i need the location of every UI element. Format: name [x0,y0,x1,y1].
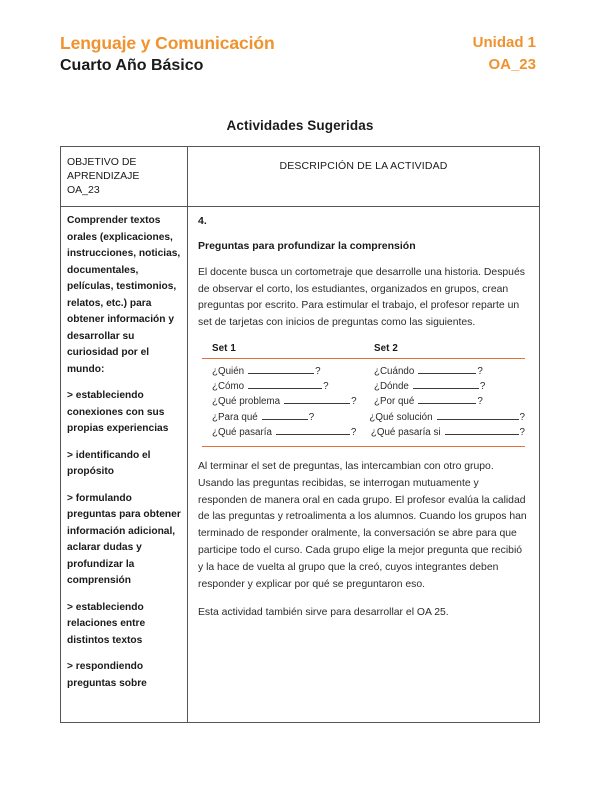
objective-header-line-3: OA_23 [67,184,100,197]
subject-title: Lenguaje y Comunicación [60,33,275,53]
question-mark: ? [477,366,483,378]
set-1-blank-3 [262,410,308,420]
objective-bullet-1: > identificando el propósito [67,449,151,478]
question-sets-bottom-rule [202,446,525,447]
question-starter-row [212,425,525,440]
question-starter-cell [369,410,525,425]
set-1-question-text-1: ¿Cómo [212,381,245,393]
set-2-question-text-3: ¿Qué solución [369,411,433,423]
question-starter-row [212,410,525,425]
set-1-blank-0 [248,364,314,374]
objective-bullet-0: > estableciendo conexiones con sus propias experiencias [67,390,169,435]
set-2-blank-3 [437,410,519,420]
question-starter-cell [374,379,485,394]
table-header-row [61,147,539,207]
objective-bullet-2: > formulando preguntas para obtener información adicional, aclarar dudas y profundizar la comprensión [67,492,181,587]
question-sets-top-rule [202,358,525,359]
set-1-blank-1 [248,379,322,389]
table-header-cell-description [188,147,539,206]
question-mark: ? [519,411,525,423]
question-starter-cell [212,394,374,409]
question-starter-row [212,379,525,394]
question-sets-rows [202,364,525,440]
question-mark: ? [350,426,357,438]
activity-number: 4. [198,215,207,227]
question-sets-headers [202,343,525,358]
question-starter-cell [212,364,374,379]
set-2-question-text-4: ¿Qué pasaría si [370,426,441,438]
oa-code-label: OA_23 [488,55,536,73]
question-starter-cell [374,394,483,409]
question-mark: ? [351,396,357,408]
set-1-question-text-3: ¿Para qué [212,411,258,423]
document-header [60,33,536,76]
page-title: Actividades Sugeridas [226,118,374,133]
activity-paragraph-3: Esta actividad también sirve para desarrollar el OA 25. [198,606,449,618]
set-1-blank-4 [276,425,350,435]
objective-text-block [67,213,181,692]
set-2-question-text-0: ¿Cuándo [374,366,415,378]
description-cell [188,207,539,722]
objective-bullet-3: > estableciendo relaciones entre distintos textos [67,601,146,646]
set-1-question-text-2: ¿Qué problema [212,396,281,408]
question-mark: ? [323,381,329,393]
set-2-blank-2 [418,394,476,404]
set-2-blank-0 [418,364,476,374]
activity-paragraph-2: Al terminar el set de preguntas, las intercambian con otro grupo. Usando las preguntas recibidas, se interrogan mutuamente y responden de manera oral en cada grupo. El profesor evalúa la calidad de las preguntas y retroalimenta a los alumnos. Cuando los grupos han terminado de responder oralmente, la conversación se abre para que participe todo el curso. Cada grupo elige la mejor pregunta que recibió y la hace de vuelta al grupo que la creó, cuyos integrantes deben responder y explicar por qué se preguntaron eso. [198,460,527,590]
set-2-blank-1 [413,379,479,389]
objective-bullet-4: > respondiendo preguntas sobre [67,661,147,689]
question-starter-cell [374,364,483,379]
set-2-question-text-2: ¿Por qué [374,396,415,408]
set-1-label: Set 1 [212,343,236,355]
table-header-cell-objective [61,147,188,206]
description-column-header: DESCRIPCIÓN DE LA ACTIVIDAD [279,160,448,172]
objective-cell [61,207,188,722]
objective-intro: Comprender textos orales (explicaciones, instrucciones, noticias, documentales, películas, testimonios, relatos, etc.) para obtener información y desarrollar su curiosidad por el mundo: [67,215,181,375]
question-starter-row [212,394,525,409]
set-2-blank-4 [445,425,519,435]
objective-header-line-1: OBJETIVO DE [67,156,137,168]
set-2-label: Set 2 [374,343,398,355]
question-starter-cell [212,425,371,440]
question-starter-cell [212,379,374,394]
objective-column-header [67,153,181,198]
question-starter-row [212,364,525,379]
activity-paragraph-1: El docente busca un cortometraje que desarrolle una historia. Después de observar el corto, los estudiantes, organizados en grupos, crean preguntas por escrito. Para estimular el trabajo, el profesor reparte un set de tarjetas con inicios de preguntas como las siguientes. [198,266,525,329]
activity-subtitle: Preguntas para profundizar la comprensión [198,240,416,252]
set-2-question-text-1: ¿Dónde [374,381,409,393]
objective-header-line-2: APRENDIZAJE [67,170,140,183]
question-mark: ? [477,396,483,408]
question-mark: ? [479,381,486,393]
table-body-row [61,207,539,722]
header-left-block [60,33,275,76]
grade-title: Cuarto Año Básico [60,56,204,74]
question-starter-cell [371,425,525,440]
question-mark: ? [308,411,315,423]
set-1-blank-2 [284,394,350,404]
set-1-question-text-0: ¿Quién [212,366,245,378]
activity-table [60,146,540,723]
question-mark: ? [315,366,321,378]
header-right-block [473,33,536,74]
question-starter-cell [212,410,369,425]
set-1-question-text-4: ¿Qué pasaría [212,426,272,438]
question-sets-box [202,343,525,447]
unit-label: Unidad 1 [472,34,536,51]
question-mark: ? [519,426,525,438]
